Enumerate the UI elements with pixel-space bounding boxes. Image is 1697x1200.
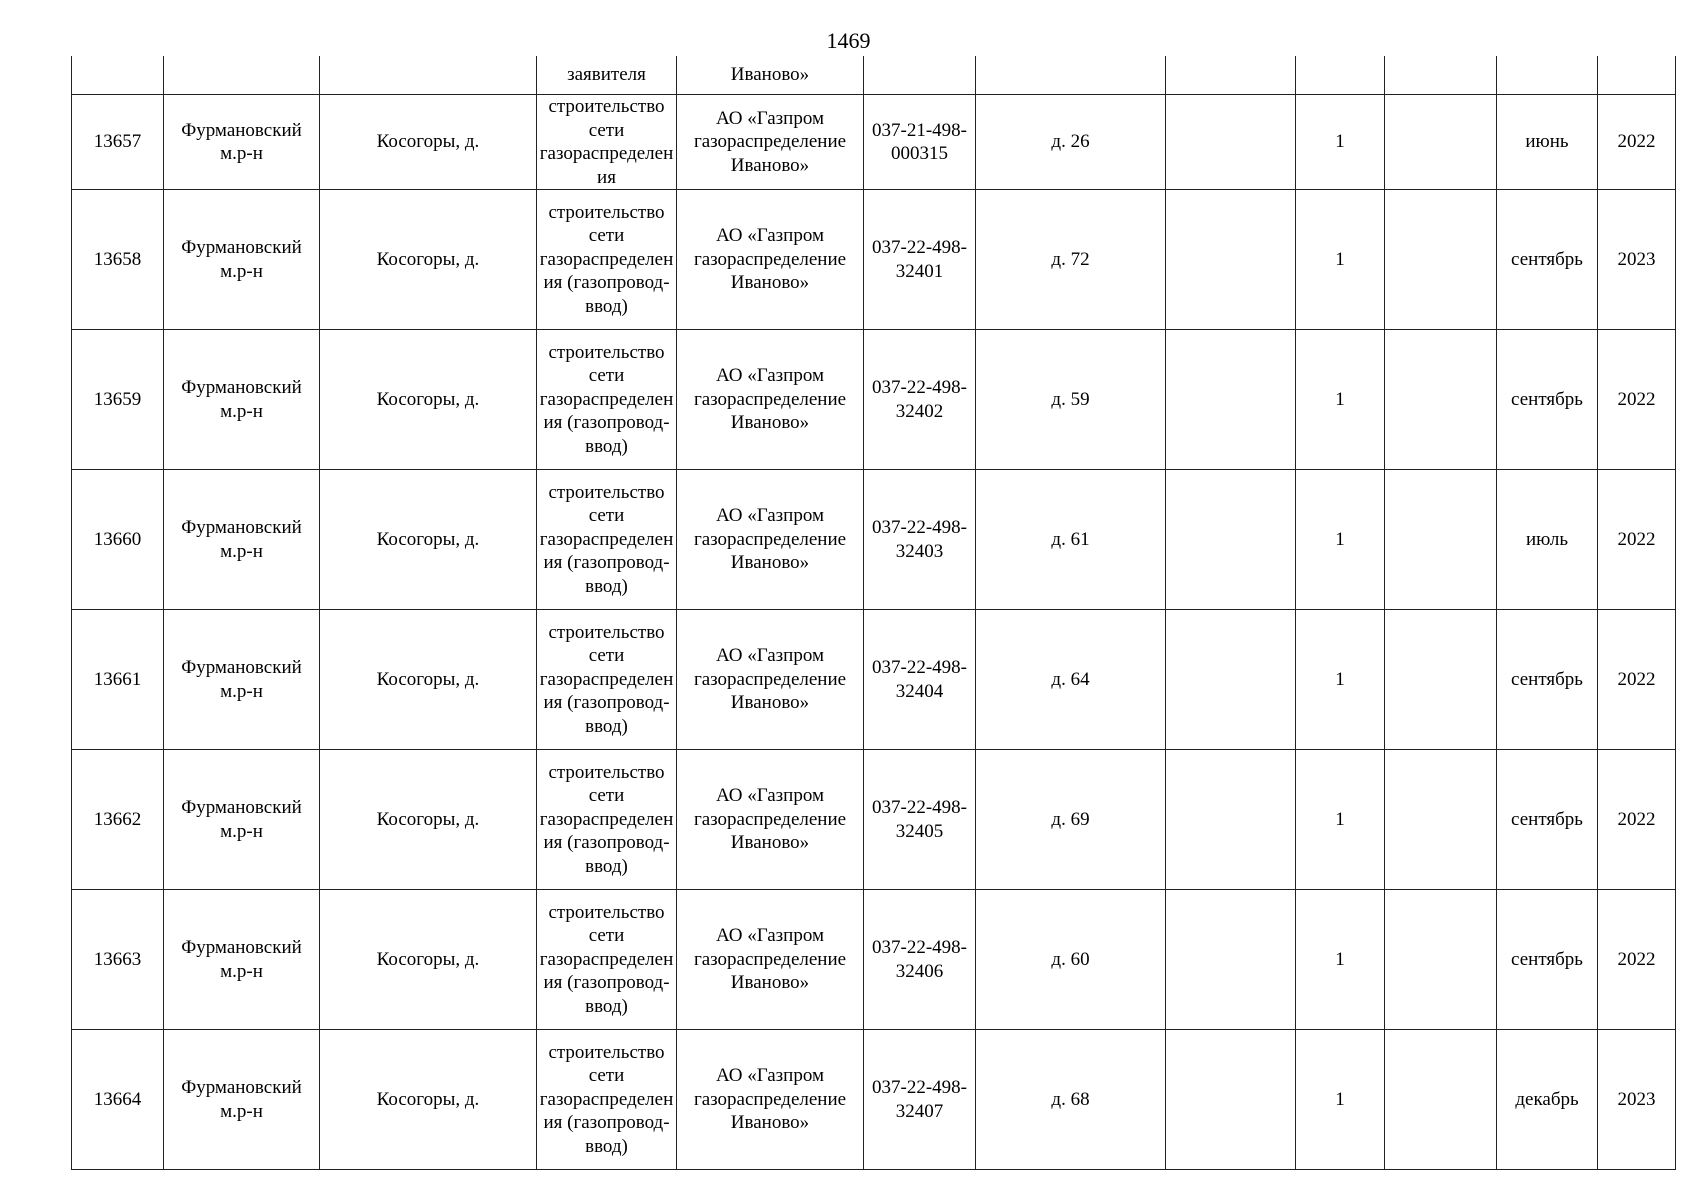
cell-empty	[1166, 95, 1296, 190]
cell-purpose: строительство сети газораспределения	[537, 95, 677, 190]
cell-locality: Косогоры, д.	[320, 95, 537, 190]
cell-operator: Иваново»	[677, 56, 864, 95]
cell-count: 1	[1296, 190, 1385, 330]
cell-purpose: строительство сети газораспределения (газопровод-ввод)	[537, 890, 677, 1030]
cell-empty	[1166, 470, 1296, 610]
cell-district: Фурмановский м.р-н	[164, 95, 320, 190]
cell-month: сентябрь	[1497, 750, 1598, 890]
cell-month: июль	[1497, 470, 1598, 610]
table-row	[72, 330, 1676, 470]
cell-operator: АО «Газпром газораспределение Иваново»	[677, 470, 864, 610]
cell-house: д. 72	[976, 190, 1166, 330]
cell-month: сентябрь	[1497, 190, 1598, 330]
cell-year: 2022	[1598, 330, 1676, 470]
cell-district: Фурмановский м.р-н	[164, 890, 320, 1030]
cell-empty	[1166, 610, 1296, 750]
cell-count: 1	[1296, 890, 1385, 1030]
cell-num: 13664	[72, 1030, 164, 1170]
cell-code: 037-22-498-32405	[864, 750, 976, 890]
cell-num: 13658	[72, 190, 164, 330]
cell-empty	[1385, 190, 1497, 330]
cell-operator: АО «Газпром газораспределение Иваново»	[677, 890, 864, 1030]
cell-code: 037-22-498-32401	[864, 190, 976, 330]
cell-purpose: строительство сети газораспределения (газопровод-ввод)	[537, 470, 677, 610]
cell-locality: Косогоры, д.	[320, 750, 537, 890]
cell-locality: Косогоры, д.	[320, 470, 537, 610]
cell-house: д. 26	[976, 95, 1166, 190]
cell-empty	[1166, 330, 1296, 470]
cell-count: 1	[1296, 610, 1385, 750]
cell-district: Фурмановский м.р-н	[164, 470, 320, 610]
cell-empty	[1385, 890, 1497, 1030]
cell-locality: Косогоры, д.	[320, 890, 537, 1030]
cell-house	[976, 56, 1166, 95]
cell-locality: Косогоры, д.	[320, 190, 537, 330]
cell-house: д. 69	[976, 750, 1166, 890]
cell-month: сентябрь	[1497, 330, 1598, 470]
cell-empty	[1385, 56, 1497, 95]
cell-locality: Косогоры, д.	[320, 330, 537, 470]
cell-operator: АО «Газпром газораспределение Иваново»	[677, 750, 864, 890]
cell-num: 13661	[72, 610, 164, 750]
cell-house: д. 68	[976, 1030, 1166, 1170]
cell-empty	[1166, 56, 1296, 95]
cell-district: Фурмановский м.р-н	[164, 750, 320, 890]
cell-num: 13660	[72, 470, 164, 610]
cell-year: 2022	[1598, 610, 1676, 750]
cell-empty	[1385, 1030, 1497, 1170]
cell-house: д. 61	[976, 470, 1166, 610]
cell-month: декабрь	[1497, 1030, 1598, 1170]
cell-district: Фурмановский м.р-н	[164, 190, 320, 330]
cell-year: 2023	[1598, 1030, 1676, 1170]
cell-count: 1	[1296, 470, 1385, 610]
cell-year	[1598, 56, 1676, 95]
cell-code: 037-22-498-32406	[864, 890, 976, 1030]
cell-purpose: строительство сети газораспределения (газопровод-ввод)	[537, 750, 677, 890]
table-row	[72, 1030, 1676, 1170]
table-row	[72, 190, 1676, 330]
cell-empty	[1385, 95, 1497, 190]
table-row	[72, 470, 1676, 610]
cell-year: 2022	[1598, 95, 1676, 190]
cell-count	[1296, 56, 1385, 95]
cell-locality	[320, 56, 537, 95]
table-row	[72, 95, 1676, 190]
cell-purpose: строительство сети газораспределения (газопровод-ввод)	[537, 1030, 677, 1170]
cell-num: 13659	[72, 330, 164, 470]
cell-empty	[1166, 190, 1296, 330]
cell-count: 1	[1296, 330, 1385, 470]
cell-code	[864, 56, 976, 95]
cell-empty	[1385, 750, 1497, 890]
cell-operator: АО «Газпром газораспределение Иваново»	[677, 190, 864, 330]
cell-purpose: строительство сети газораспределения (газопровод-ввод)	[537, 190, 677, 330]
cell-purpose: строительство сети газораспределения (газопровод-ввод)	[537, 610, 677, 750]
table-row	[72, 610, 1676, 750]
page-number: 1469	[826, 28, 871, 53]
cell-count: 1	[1296, 750, 1385, 890]
cell-operator: АО «Газпром газораспределение Иваново»	[677, 95, 864, 190]
cell-code: 037-22-498-32403	[864, 470, 976, 610]
table-body	[72, 56, 1676, 1170]
cell-district: Фурмановский м.р-н	[164, 610, 320, 750]
cell-count: 1	[1296, 1030, 1385, 1170]
table-row	[72, 750, 1676, 890]
cell-month: сентябрь	[1497, 610, 1598, 750]
cell-district: Фурмановский м.р-н	[164, 330, 320, 470]
cell-empty	[1385, 330, 1497, 470]
cell-purpose: строительство сети газораспределения (газопровод-ввод)	[537, 330, 677, 470]
cell-district: Фурмановский м.р-н	[164, 1030, 320, 1170]
cell-house: д. 64	[976, 610, 1166, 750]
cell-operator: АО «Газпром газораспределение Иваново»	[677, 1030, 864, 1170]
cell-num	[72, 56, 164, 95]
cell-empty	[1166, 1030, 1296, 1170]
cell-empty	[1385, 470, 1497, 610]
cell-code: 037-22-498-32407	[864, 1030, 976, 1170]
cell-empty	[1385, 610, 1497, 750]
cell-code: 037-22-498-32402	[864, 330, 976, 470]
cell-year: 2022	[1598, 750, 1676, 890]
cell-month: июнь	[1497, 95, 1598, 190]
cell-year: 2022	[1598, 470, 1676, 610]
cell-num: 13662	[72, 750, 164, 890]
cell-locality: Косогоры, д.	[320, 610, 537, 750]
cell-empty	[1166, 890, 1296, 1030]
cell-year: 2023	[1598, 190, 1676, 330]
cell-month: сентябрь	[1497, 890, 1598, 1030]
cell-district	[164, 56, 320, 95]
table-row	[72, 890, 1676, 1030]
cell-house: д. 60	[976, 890, 1166, 1030]
cell-code: 037-22-498-32404	[864, 610, 976, 750]
cell-purpose: заявителя	[537, 56, 677, 95]
cell-month	[1497, 56, 1598, 95]
continuation-row	[72, 56, 1676, 95]
cell-operator: АО «Газпром газораспределение Иваново»	[677, 610, 864, 750]
cell-year: 2022	[1598, 890, 1676, 1030]
cell-count: 1	[1296, 95, 1385, 190]
cell-num: 13663	[72, 890, 164, 1030]
cell-operator: АО «Газпром газораспределение Иваново»	[677, 330, 864, 470]
cell-empty	[1166, 750, 1296, 890]
gasification-table	[71, 56, 1676, 1170]
cell-house: д. 59	[976, 330, 1166, 470]
cell-num: 13657	[72, 95, 164, 190]
cell-locality: Косогоры, д.	[320, 1030, 537, 1170]
cell-code: 037-21-498-000315	[864, 95, 976, 190]
